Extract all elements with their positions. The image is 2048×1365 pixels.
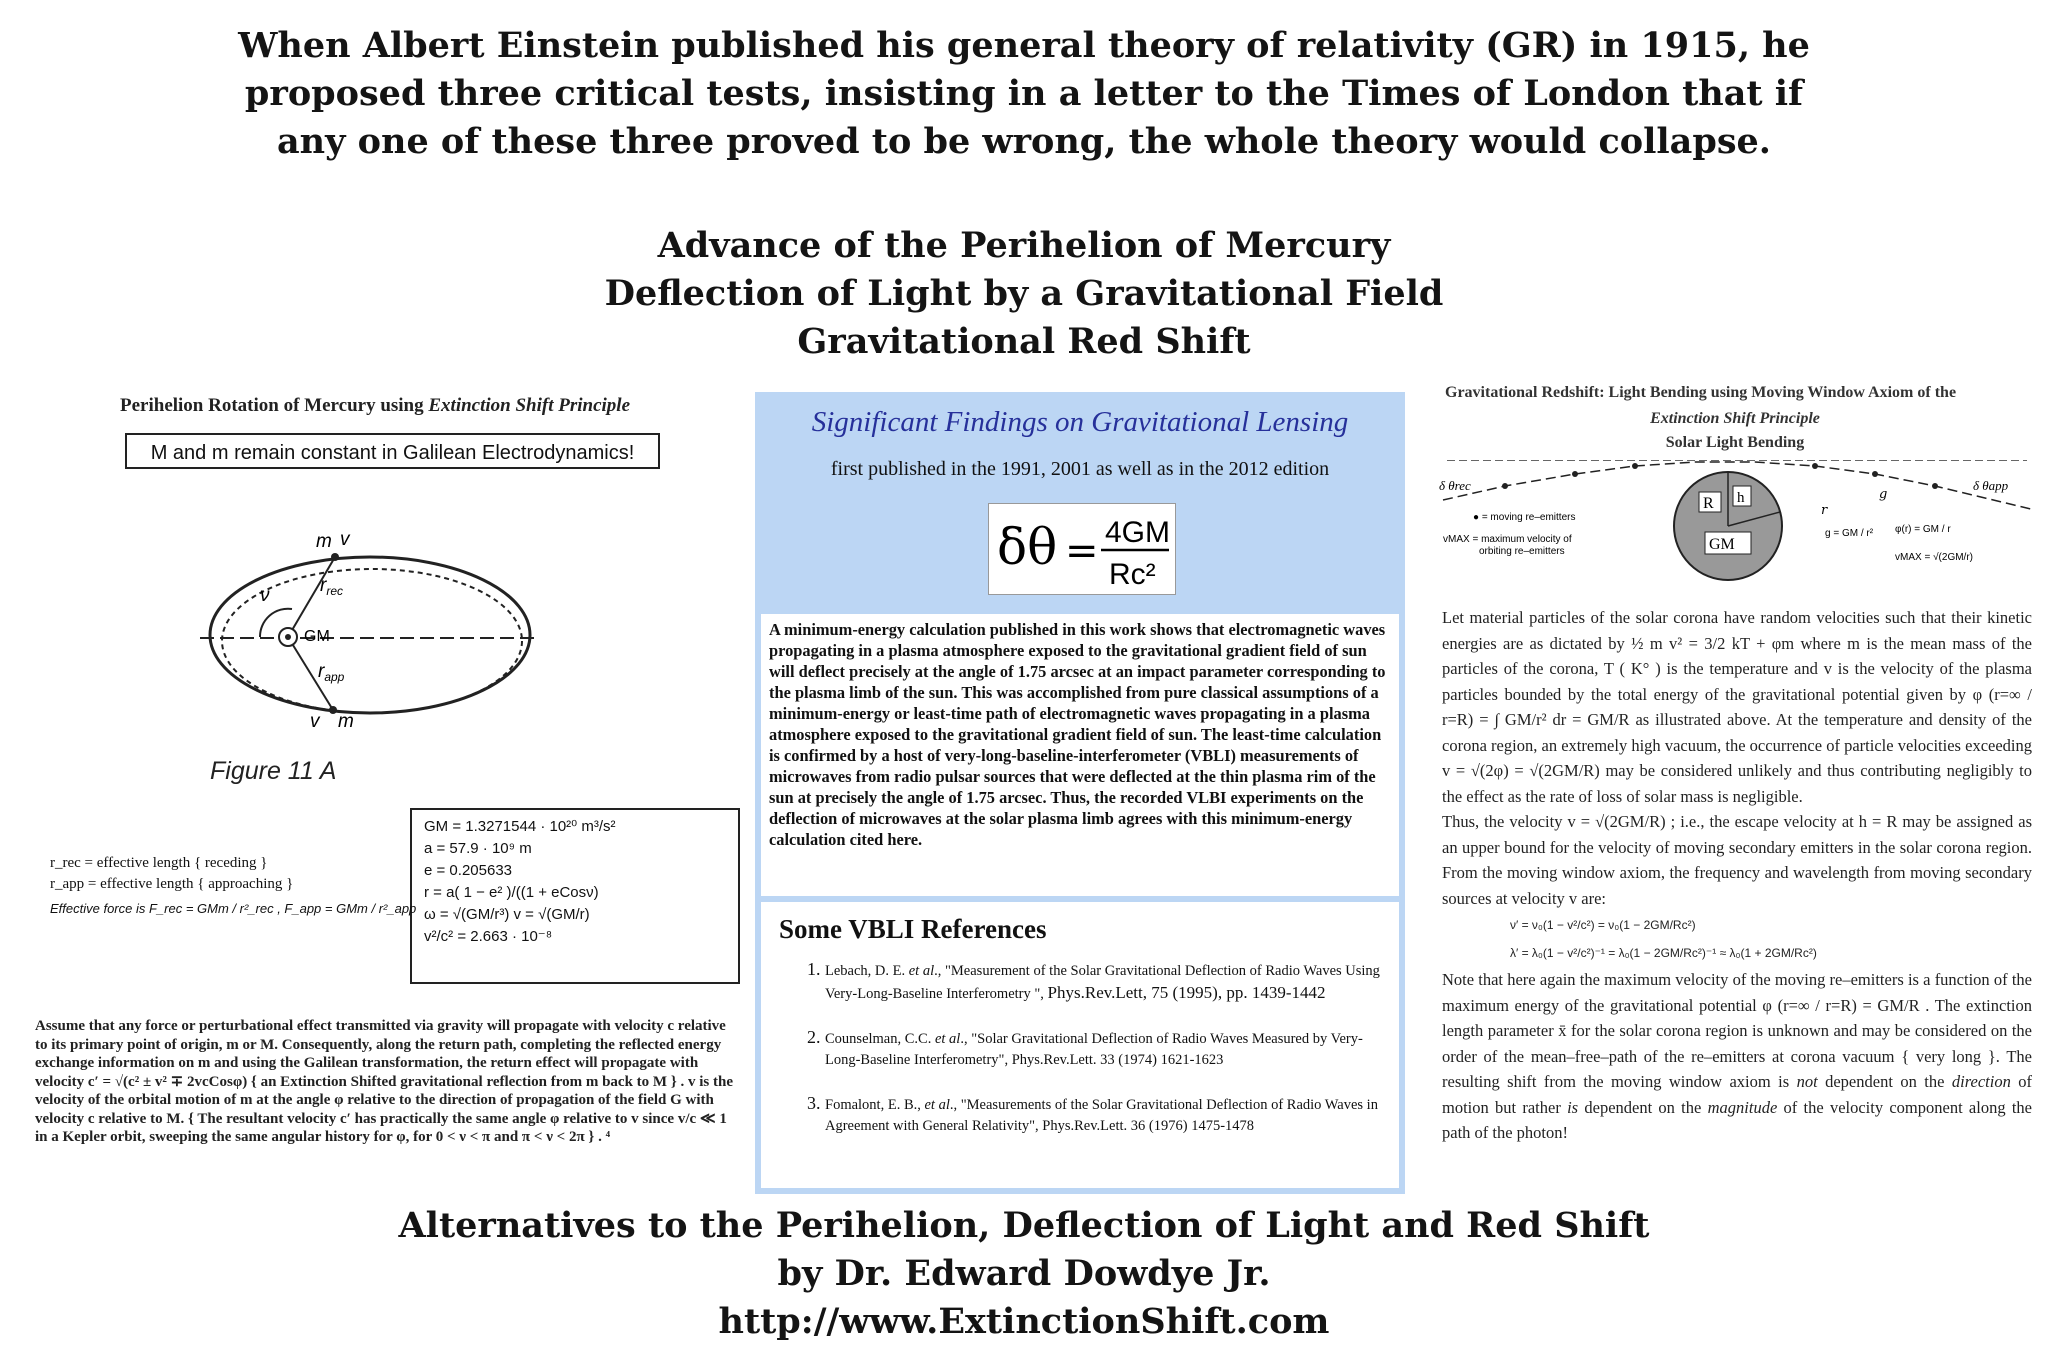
effective-force: Effective force is F_rec = GMm / r²_rec , F_app = GMm / r²_app (50, 901, 417, 916)
eq-r: r = a( 1 − e² )/((1 + eCosν) (424, 884, 599, 901)
footer (0, 1202, 2048, 1346)
test-perihelion: Advance of the Perihelion of Mercury (657, 225, 1391, 266)
references-title: Some VBLI References (779, 914, 1047, 944)
label-GM: GM (1709, 536, 1735, 553)
label-g: g (1879, 487, 1888, 502)
redshift-paragraph-3: Note that here again the maximum velocity of the moving re–emitters is a function of the maximum energy of the gravitational potential φ (r=∞ / r=R) = GM/R . The extinction length parameter x̄ for the solar corona region is unknown and may be considered on the order of the mean–free–path of the re–emitters at corona vacuum { very long }. The resulting shift from the moving window axiom is not dependent on the direction of motion but rather is dependent on the magnitude of the velocity component along the path of the photon! (1442, 970, 2033, 1142)
perihelion-title (120, 395, 630, 417)
footer-author: by Dr. Edward Dowdye Jr. (777, 1253, 1271, 1294)
redshift-paragraph-2: Thus, the velocity v = √(2GM/R) ; i.e., the escape velocity at h = R may be assigned as an upper bound for the velocity of moving secondary emitters in the solar corona region. From the moving window axiom, the frequency and wavelength from moving secondary sources at velocity v are: (1442, 812, 2032, 908)
label-dtheta-app: δ θapp (1973, 478, 2009, 493)
label-h: h (1737, 490, 1745, 506)
figure-caption: Figure 11 A (210, 757, 337, 785)
label-nu: ν (260, 585, 270, 606)
lensing-panel (755, 392, 1405, 1194)
legend-vmax: vMAX = maximum velocity of (1443, 534, 1572, 545)
intro-line-2: proposed three critical tests, insisting in a letter to the Times of London that if (244, 73, 1804, 114)
redshift-paragraph-1: Let material particles of the solar corona have random velocities such that their kinetic energies are as dictated by ½ m v² = 3/2 kT + φm where m is the mean mass of the particles of the corona, T ( K° ) is the temperature and v is the velocity of the plasma particles bounded by the total energy of the gravitational potential given by φ (r=∞ / r=R) = ∫ GM/r² dr = GM/R as illustrated above. At the temperature and density of the corona region, an extremely high vacuum, the occurrence of particle velocities exceeding v = √(2φ) = √(2GM/R) may be considered unlikely and thus contributing negligibly to the effect as the rate of loss of solar mass is negligible. (1442, 608, 2032, 806)
lensing-body: A minimum-energy calculation published in this work shows that electromagnetic waves propagating in a plasma atmosphere exposed to the gravitational gradient field of sun will deflect precisely at the angle of 1.75 arcsec at an impact parameter corresponding to the plasma limb of the sun. This was accomplished from pure classical assumptions of a minimum-energy or least-time path of electromagnetic waves propagating in a plasma atmosphere exposed to the gravitational gradient field of sun. The least-time calculation is confirmed by a host of very-long-baseline-interferometer (VBLI) measurements of microwaves from radio pulsar sources that were deflected at the thin plasma rim of the sun at precisely the angle of 1.75 arcsec. Thus, the recorded VLBI experiments on the deflection of microwaves at the solar plasma limb agrees with this minimum-energy calculation cited here. (761, 614, 1399, 896)
redshift-panel (1435, 380, 2035, 1200)
label-v-bottom: v (310, 711, 320, 732)
label-v-top: v (340, 529, 350, 550)
eq-vmax-small: vMAX = √(2GM/r) (1895, 552, 1973, 563)
formula-numerator: 4GM (1105, 516, 1171, 549)
eq-vc: v²/c² = 2.663 · 10⁻⁸ (424, 928, 553, 945)
label-dtheta-rec: δ θrec (1439, 478, 1471, 493)
def-r-rec: r_rec = effective length { receding } (50, 855, 268, 871)
perihelion-panel (10, 385, 745, 1205)
mercury-receding (331, 553, 339, 561)
galilean-note: M and m remain constant in Galilean Electrodynamics! (125, 433, 660, 469)
perihelion-paragraph: Assume that any force or perturbational effect transmitted via gravity will propagate with velocity c relative to its primary point of origin, m or M. Consequently, along the return path, completing the reflected energy exchange information on m and using the Galilean transformation, the return effect will propagate with velocity c′ = √(c² ± v² ∓ 2vcCosφ) { an Extinction Shifted gravitational reflection from m back to M } . v is the velocity of the orbital motion of m at the angle φ relative to the direction of propagation of the field G with velocity c relative to M. { The resultant velocity c′ has practically the same angle φ relative to v since v/c ≪ 1 in a Kepler orbit, sweeping the same angular history for φ, for 0 < ν < π and π < ν < 2π } . ⁴ (35, 1018, 733, 1145)
legend-vmax-2: orbiting re–emitters (1479, 546, 1565, 557)
eq-g-small: g = GM / r² (1825, 528, 1874, 539)
redshift-subtitle-2: Solar Light Bending (1665, 434, 1805, 451)
footer-title: Alternatives to the Perihelion, Deflection of Light and Red Shift (398, 1205, 1650, 1246)
label-R: R (1703, 495, 1714, 512)
test-deflection: Deflection of Light by a Gravitational Field (604, 273, 1444, 314)
eq-phi-small: φ(r) = GM / r (1895, 524, 1951, 535)
label-r: r (1821, 503, 1828, 518)
lensing-title: Significant Findings on Gravitational Lensing (811, 406, 1349, 438)
redshift-equations (1442, 911, 2032, 967)
lensing-subtitle: first published in the 1991, 2001 as well as in the 2012 edition (830, 458, 1330, 480)
intro-line-3: any one of these three proved to be wrong, the whole theory would collapse. (277, 121, 1771, 162)
perihelion-title-italic: Extinction Shift Principle (428, 395, 631, 416)
mercury-approaching (329, 706, 337, 714)
three-tests (0, 222, 2048, 366)
redshift-title: Gravitational Redshift: Light Bending using Moving Window Axiom of the (1445, 384, 1957, 401)
intro-text (0, 22, 2048, 166)
label-r-app: $r_{app}$ (318, 661, 345, 684)
length-definitions (50, 853, 293, 895)
orbit-diagram (200, 505, 540, 765)
eq-wavelength: λ′ = λ₀(1 − v²/c²)⁻¹ = λ₀(1 − 2GM/Rc²)⁻¹ ≈ λ₀(1 + 2GM/Rc²) (1510, 946, 1817, 960)
reference-item: 1. Lebach, D. E. et al., "Measurement of the Solar Gravitational Deflection of Radio Waves Using Very-Long-Baseline Interferometry ", Phys.Rev.Lett, 75 (1995), pp. 1439-1442 (825, 959, 1385, 1005)
eq-a: a = 57.9 · 10⁹ m (424, 840, 532, 857)
footer-url[interactable]: http://www.ExtinctionShift.com (718, 1301, 1330, 1342)
test-redshift: Gravitational Red Shift (797, 321, 1251, 362)
redshift-subtitle-1: Extinction Shift Principle (1650, 410, 1820, 427)
perihelion-title-text: Perihelion Rotation of Mercury using (120, 395, 429, 416)
vbli-references (761, 902, 1399, 1188)
light-bending-diagram (1435, 460, 2035, 600)
reference-item: 2. Counselman, C.C. et al., "Solar Gravitational Deflection of Radio Waves Measured by Very-Long-Baseline Interferometry", Phys.Rev.Lett. 33 (1974) 1621-1623 (825, 1027, 1385, 1071)
eq-gm: GM = 1.3271544 · 10²⁰ m³/s² (424, 818, 616, 835)
formula-equals: = (1065, 528, 1099, 574)
label-m-top: m (316, 531, 332, 552)
deflection-formula (988, 503, 1176, 595)
orbital-equations (410, 808, 740, 984)
eq-frequency: ν′ = ν₀(1 − v²/c²) = ν₀(1 − 2GM/Rc²) (1510, 918, 1696, 932)
redshift-body (1442, 605, 2032, 1146)
label-r-rec: $r_{rec}$ (320, 575, 343, 598)
label-gm: GM (304, 628, 330, 645)
formula-denominator: Rc² (1109, 558, 1156, 591)
label-m-bottom: m (338, 711, 354, 732)
eq-omega: ω = √(GM/r³) v = √(GM/r) (424, 906, 590, 923)
intro-line-1: When Albert Einstein published his general theory of relativity (GR) in 1915, he (238, 25, 1810, 66)
legend-re-emitters: ● = moving re–emitters (1473, 512, 1576, 523)
eq-e: e = 0.205633 (424, 862, 513, 879)
reference-item: 3. Fomalont, E. B., et al., "Measurements of the Solar Gravitational Deflection of Radio Waves in Agreement with General Relativity", Phys.Rev.Lett. 36 (1976) 1475-1478 (825, 1093, 1385, 1137)
formula-lhs: δθ (997, 518, 1058, 576)
def-r-app: r_app = effective length { approaching } (50, 876, 294, 892)
